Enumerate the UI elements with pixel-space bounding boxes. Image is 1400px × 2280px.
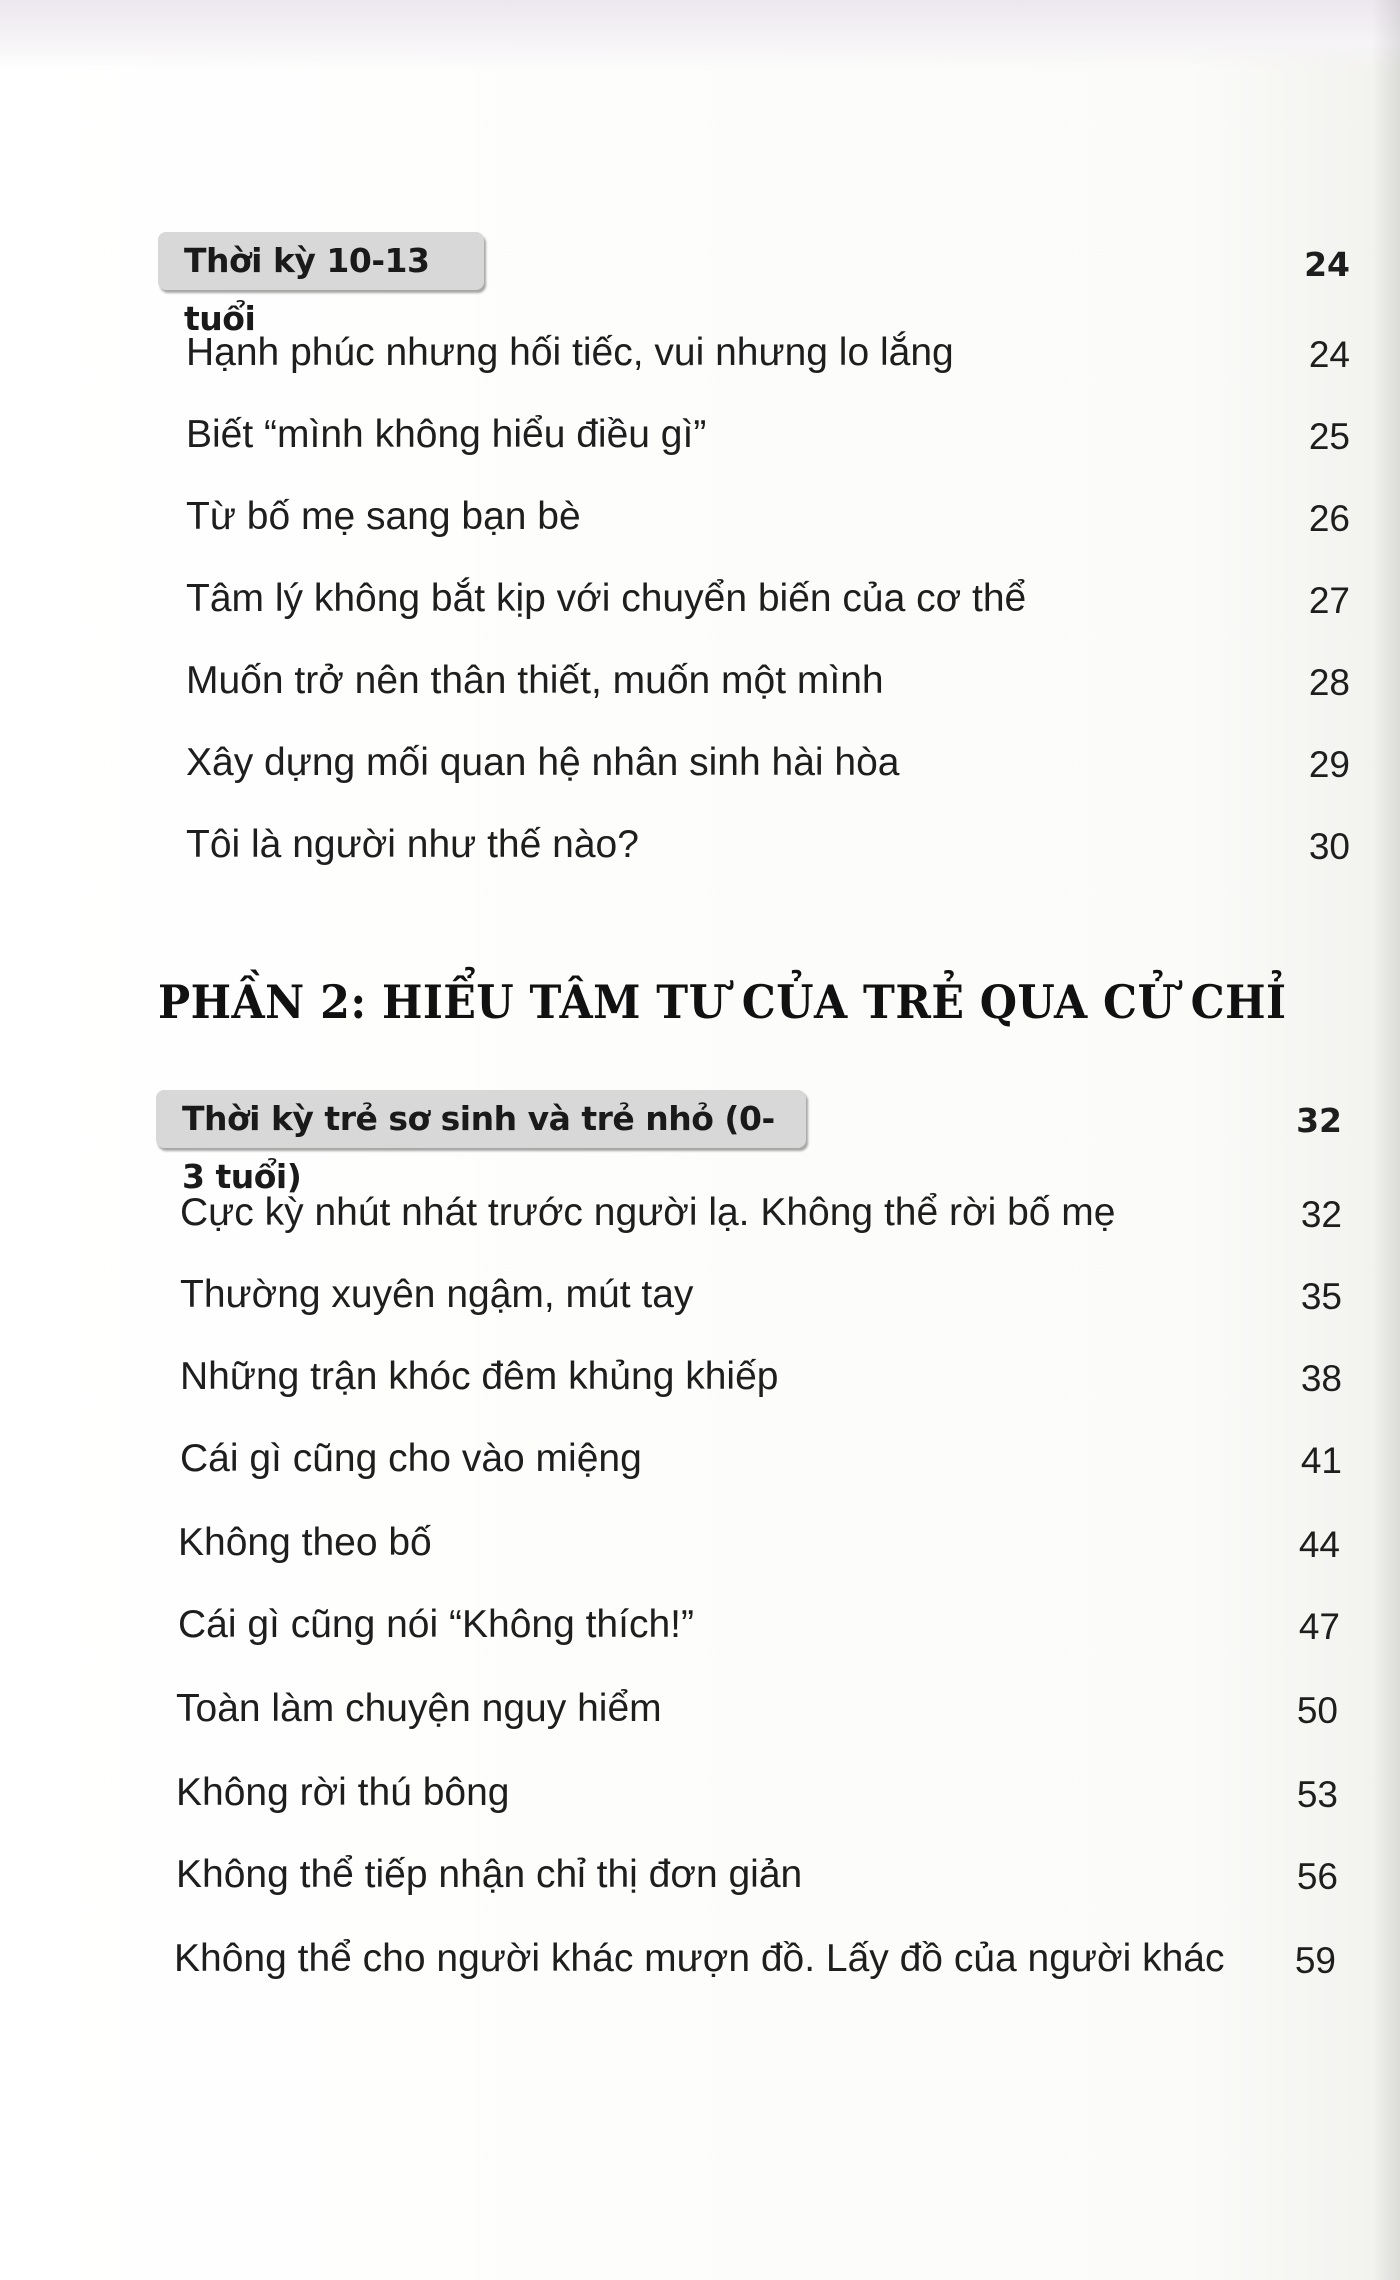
section-page-number: 32 (1296, 1101, 1342, 1140)
toc-entry-title: Hạnh phúc nhưng hối tiếc, vui nhưng lo lắng (186, 331, 954, 374)
toc-entry-page: 56 (1296, 1856, 1338, 1897)
toc-entry-title: Tâm lý không bắt kịp với chuyển biến của cơ thể (186, 577, 1027, 620)
toc-entry-page: 28 (1308, 662, 1350, 703)
toc-entry-page: 53 (1296, 1774, 1338, 1815)
toc-entry-page: 30 (1308, 826, 1350, 867)
toc-entry-title: Muốn trở nên thân thiết, muốn một mình (186, 659, 884, 702)
page-top-band (0, 0, 1400, 70)
toc-entry-page: 25 (1308, 416, 1350, 457)
toc-entry-title: Không thể cho người khác mượn đồ. Lấy đồ của người khác (174, 1937, 1225, 1980)
toc-entry-page: 44 (1298, 1524, 1340, 1565)
toc-entry-page: 29 (1308, 744, 1350, 785)
toc-entry-page: 41 (1300, 1440, 1342, 1481)
toc-entry-title: Không theo bố (178, 1521, 432, 1564)
section-page-number: 24 (1304, 245, 1350, 284)
section-tag-10-13: Thời kỳ 10-13 tuổi (158, 232, 484, 290)
toc-entry-title: Cực kỳ nhút nhát trước người lạ. Không thể rời bố mẹ (180, 1191, 1116, 1234)
toc-entry-title: Thường xuyên ngậm, mút tay (180, 1273, 694, 1316)
toc-entry-page: 32 (1300, 1194, 1342, 1235)
toc-entry-title: Không rời thú bông (176, 1771, 510, 1814)
toc-entry-page: 24 (1308, 334, 1350, 375)
toc-entry-title: Không thể tiếp nhận chỉ thị đơn giản (176, 1853, 803, 1896)
toc-entry-page: 59 (1294, 1940, 1336, 1981)
section-tag-0-3: Thời kỳ trẻ sơ sinh và trẻ nhỏ (0-3 tuổi) (156, 1090, 806, 1148)
toc-entry-title: Tôi là người như thế nào? (186, 823, 639, 866)
toc-entry-page: 27 (1308, 580, 1350, 621)
toc-entry-page: 35 (1300, 1276, 1342, 1317)
toc-entry-title: Toàn làm chuyện nguy hiểm (176, 1687, 662, 1730)
page-binding-shadow (1372, 0, 1400, 2280)
toc-entry-title: Cái gì cũng cho vào miệng (180, 1437, 642, 1480)
toc-entry-title: Từ bố mẹ sang bạn bè (186, 495, 581, 538)
toc-entry-page: 47 (1298, 1606, 1340, 1647)
toc-entry-title: Những trận khóc đêm khủng khiếp (180, 1355, 779, 1398)
toc-entry-title: Xây dựng mối quan hệ nhân sinh hài hòa (186, 741, 900, 784)
toc-entry-page: 38 (1300, 1358, 1342, 1399)
toc-entry-page: 26 (1308, 498, 1350, 539)
toc-entry-page: 50 (1296, 1690, 1338, 1731)
part-heading: PHẦN 2: HIỂU TÂM TƯ CỦA TRẺ QUA CỬ CHỈ (158, 975, 1287, 1029)
toc-entry-title: Cái gì cũng nói “Không thích!” (178, 1603, 694, 1646)
toc-entry-title: Biết “mình không hiểu điều gì” (186, 413, 707, 456)
